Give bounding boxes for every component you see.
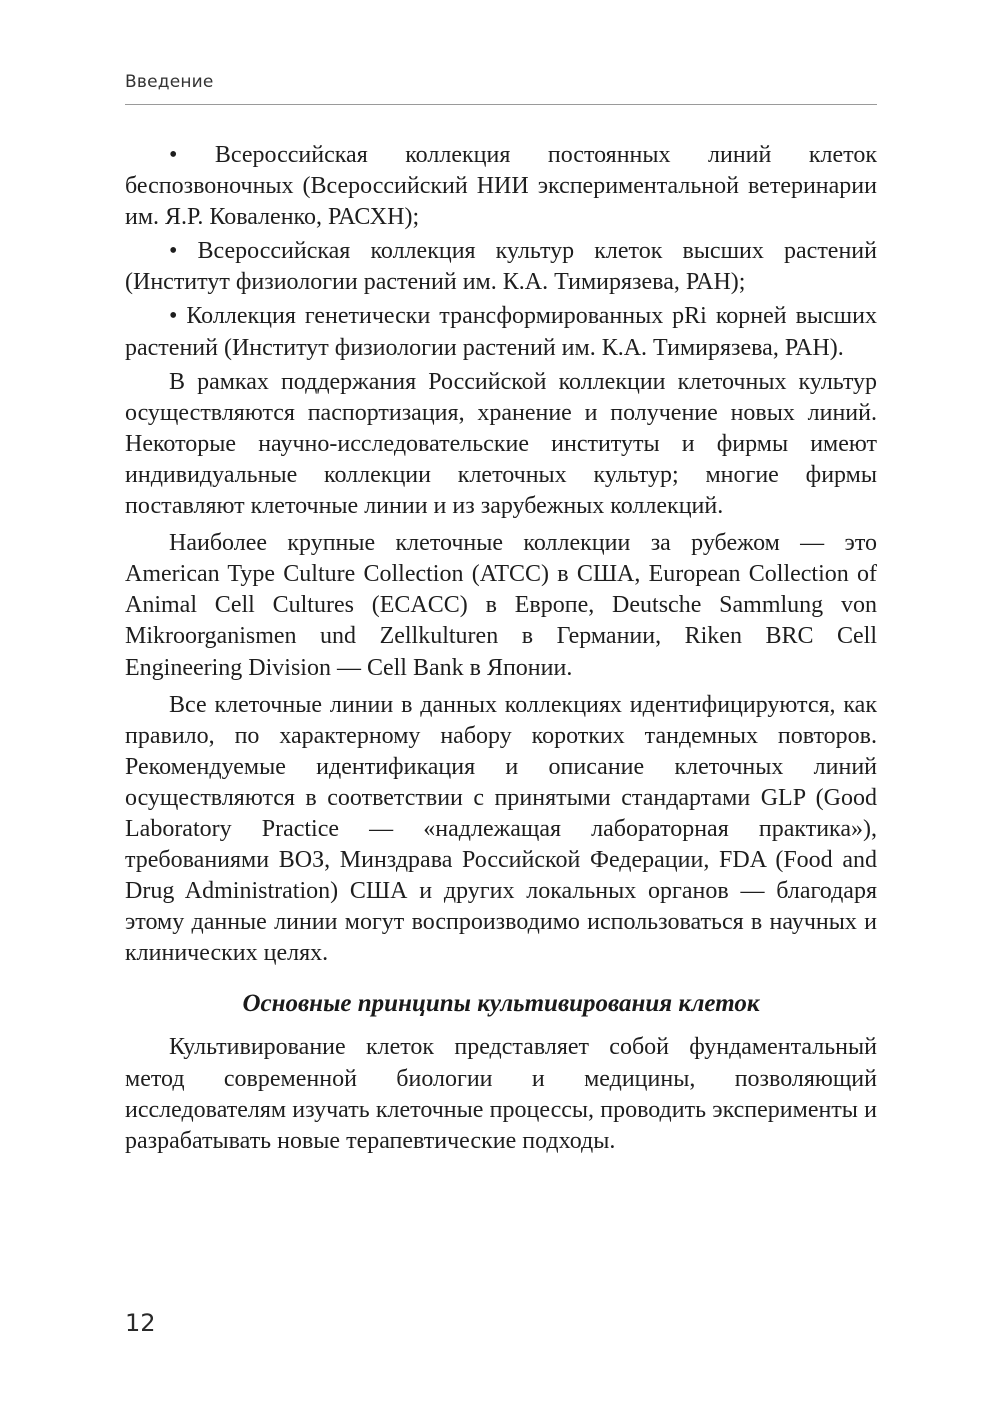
body-paragraph: Наиболее крупные клеточные коллекции за рубежом — это American Type Culture Collection (ATCC) в США, European Collection of Animal Cell Cultures (ECACC) в Европе, Deutsche Sammlung von Mikroorganismen und Zellkulturen в Германии, Riken BRC Cell Engineering Division — Cell Bank в Японии. [125, 530, 877, 681]
section-heading: Основные принципы культивирования клеток [242, 990, 760, 1018]
page-number: 12 [125, 1309, 156, 1337]
running-head: Введение [125, 72, 214, 92]
bullet-item: • Всероссийская коллекция постоянных линий клеток беспозвоночных (Всероссийский НИИ экспериментальной ветеринарии им. Я.Р. Коваленко, РАСХН); [125, 142, 877, 231]
section-paragraph: Культивирование клеток представляет собой фундаментальный метод современной биологии и медицины, позволяющий исследователям изучать клеточные процессы, проводить эксперименты и разрабатывать новые терапевтические подходы. [125, 1034, 877, 1154]
page-body [125, 140, 877, 1163]
bullet-item: • Всероссийская коллекция культур клеток высших растений (Институт физиологии растений им. К.А. Тимирязева, РАН); [125, 238, 877, 296]
body-paragraph: Все клеточные линии в данных коллекциях идентифицируются, как правило, по характерному набору коротких тандемных повторов. Рекомендуемые идентификация и описание клеточных линий осуществляются в соответствии с принятыми стандартами GLP (Good Laboratory Practice — «надлежащая лабораторная практика»), требованиями ВОЗ, Минздрава Российской Федерации, FDA (Food and Drug Administration) США и других локальных органов — благодаря этому данные линии могут воспроизводимо использоваться в научных и клинических целях. [125, 691, 877, 967]
body-paragraph: В рамках поддержания Российской коллекции клеточных культур осуществляются паспортизация, хранение и получение новых линий. Некоторые научно-исследовательские институты и фирмы имеют индивидуальные коллекции клеточных культур; многие фирмы поставляют клеточные линии и из зарубежных коллекций. [125, 368, 877, 520]
header-divider [125, 104, 877, 105]
bullet-item: • Коллекция генетически трансформированных pRi корней высших растений (Институт физиологии растений им. К.А. Тимирязева, РАН). [125, 303, 877, 361]
